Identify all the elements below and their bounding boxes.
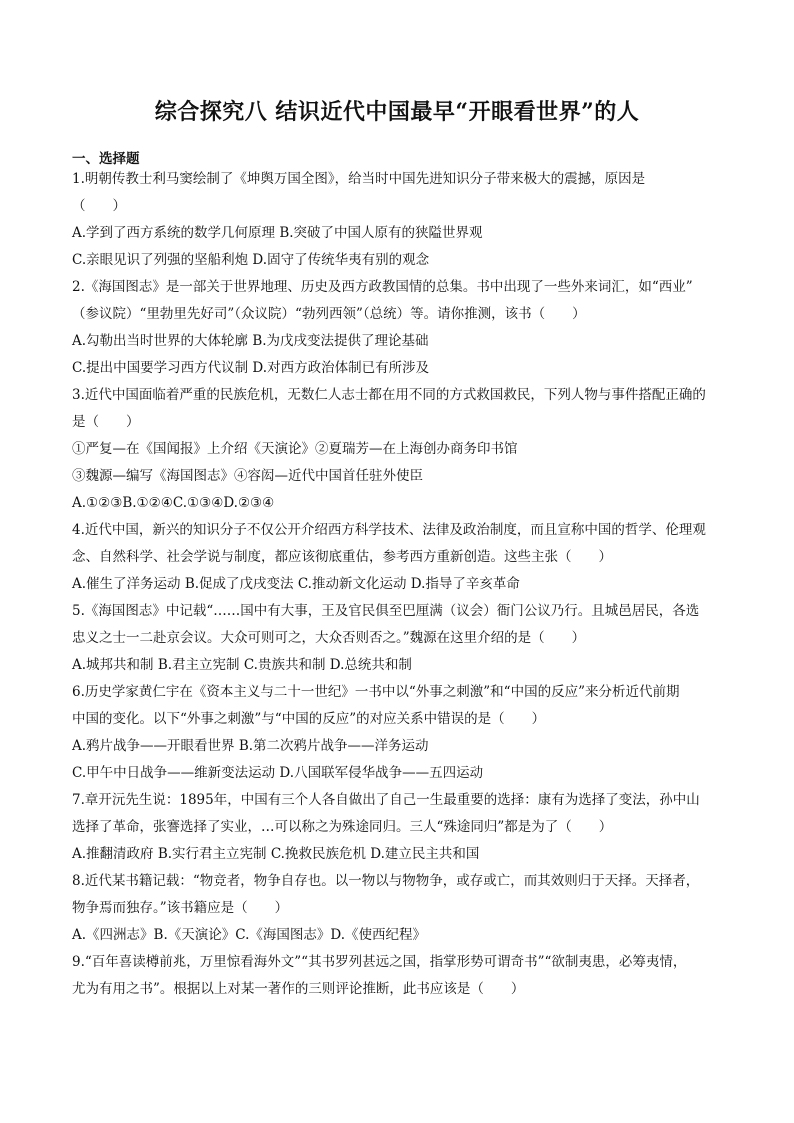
section-heading: 一、选择题 — [72, 151, 140, 167]
text-line: A.推翻清政府 B.实行君主立宪制 C.挽救民族危机 D.建立民主共和国 — [72, 846, 480, 862]
text-line: C.甲午中日战争——维新变法运动 D.八国联军侵华战争——五四运动 — [72, 765, 484, 781]
text-line: 3.近代中国面临着严重的民族危机，无数仁人志士都在用不同的方式救国救民，下列人物与事件搭配正确的 — [72, 387, 706, 403]
text-line: A.鸦片战争——开眼看世界 B.第二次鸦片战争——洋务运动 — [72, 738, 429, 754]
text-line: 6.历史学家黄仁宇在《资本主义与二十一世纪》一书中以“外事之刺激”和“中国的反应”来分析近代前期 — [72, 684, 680, 700]
text-line: ③魏源—编写《海国图志》④容闳—近代中国首任驻外使臣 — [72, 468, 423, 484]
text-line: A.催生了洋务运动 B.促成了戊戌变法 C.推动新文化运动 D.指导了辛亥革命 — [72, 576, 520, 592]
text-line: 5.《海国图志》中记载“……国中有大事，王及官民俱至巴厘满（议会）衙门公议乃行。且城邑居民，各选 — [72, 603, 700, 619]
text-line: 2.《海国图志》是一部关于世界地理、历史及西方政教国情的总集。书中出现了一些外来词汇，如“西业” — [72, 279, 693, 295]
text-line: C.亲眼见识了列强的坚船利炮 D.固守了传统华夷有别的观念 — [72, 252, 430, 268]
text-line: ①严复—在《国闻报》上介绍《天演论》②夏瑞芳—在上海创办商务印书馆 — [72, 441, 518, 457]
text-line: A.城邦共和制 B.君主立宪制 C.贵族共和制 D.总统共和制 — [72, 657, 412, 673]
text-line: 选择了革命，张謇选择了实业，…可以称之为殊途同归。三人“殊途同归”都是为了（ ） — [72, 819, 613, 835]
text-line: 4.近代中国，新兴的知识分子不仅公开介绍西方科学技术、法律及政治制度，而且宣称中国的哲学、伦理观 — [72, 522, 706, 538]
text-line: 7.章开沅先生说：1895年，中国有三个人各自做出了自己一生最重要的选择：康有为选择了变法，孙中山 — [72, 792, 700, 808]
text-line: 忠义之士一二赴京会议。大众可则可之，大众否则否之。”魏源在这里介绍的是（ ） — [72, 630, 586, 646]
text-line: 9.“百年喜读樽前兆，万里惊看海外文”“其书罗列甚远之国，指掌形势可谓奇书”“欲制夷患，必筹夷情， — [72, 954, 687, 970]
text-line: 念、自然科学、社会学说与制度，都应该彻底重估，参考西方重新创造。这些主张（ ） — [72, 549, 612, 565]
text-line: A.《四洲志》B.《天演论》C.《海国图志》D.《使西纪程》 — [72, 927, 427, 943]
text-line: 物争焉而独存。”该书籍应是（ ） — [72, 900, 289, 916]
text-line: （参议院）“里勃里先好司”（众议院）“勃列西领”（总统）等。请你推测，该书（ ） — [72, 306, 586, 322]
text-line: 1.明朝传教士利马窦绘制了《坤舆万国全图》，给当时中国先进知识分子带来极大的震撼，原因是 — [72, 171, 646, 187]
text-line: （ ） — [72, 198, 126, 214]
text-line: 尤为有用之书”。根据以上对某一著作的三则评论推断，此书应该是（ ） — [72, 981, 525, 997]
page-title: 综合探究八 结识近代中国最早“开眼看世界”的人 — [154, 99, 640, 125]
text-line: A.勾勒出当时世界的大体轮廓 B.为戊戌变法提供了理论基础 — [72, 333, 429, 349]
text-line: C.提出中国要学习西方代议制 D.对西方政治体制已有所涉及 — [72, 360, 430, 376]
text-line: 8.近代某书籍记载：“物竞者，物争自存也。以一物以与物物争，或存或亡，而其效则归于天择。天择者， — [72, 873, 700, 889]
text-line: 是（ ） — [72, 414, 140, 430]
text-line: 中国的变化。以下“外事之刺激”与“中国的反应”的对应关系中错误的是（ ） — [72, 711, 546, 727]
text-line: A.①②③B.①②④C.①③④D.②③④ — [72, 495, 275, 511]
text-line: A.学到了西方系统的数学几何原理 B.突破了中国人原有的狭隘世界观 — [72, 225, 483, 241]
